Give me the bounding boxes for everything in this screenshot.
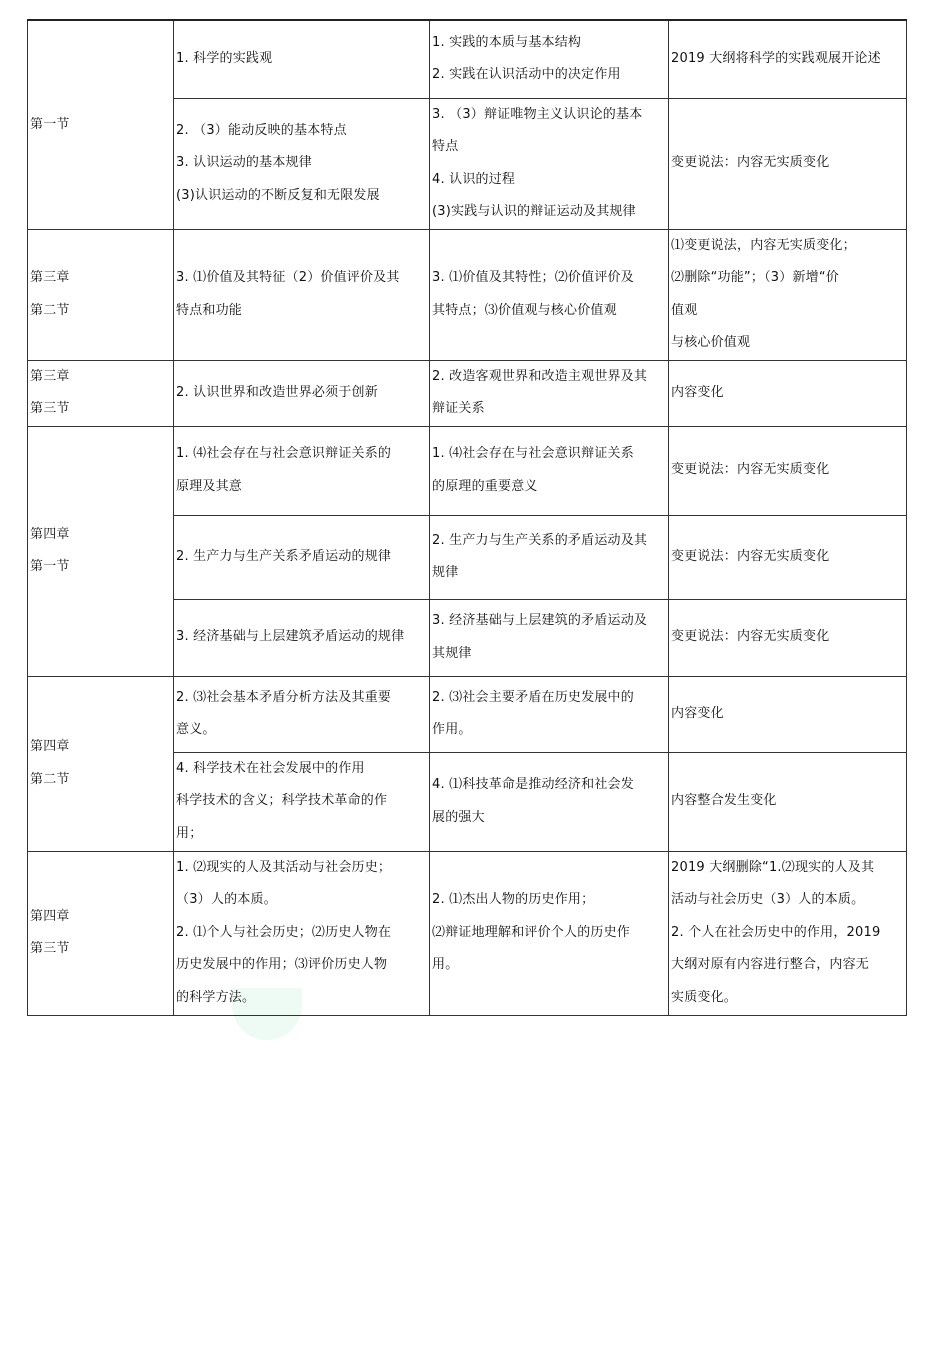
new-syllabus-cell-line: 其特点；⑶价值观与核心价值观 [432,302,617,318]
old-syllabus-cell-line: 原理及其意 [176,478,243,494]
change-note-cell [669,515,907,599]
old-syllabus-cell-line: 1. ⑷社会存在与社会意识辩证关系的 [176,446,392,461]
section-cell-line: 第三节 [30,941,70,956]
new-syllabus-cell-line: 用。 [432,957,459,973]
change-note-cell [669,20,907,98]
old-syllabus-cell-line: 历史发展中的作用；⑶评价历史人物 [176,957,388,973]
new-syllabus-cell [430,426,669,515]
new-syllabus-cell [430,752,669,851]
change-note-cell-line: 值观 [671,302,698,318]
new-syllabus-cell-line: 3. （3）辩证唯物主义认识论的基本 [432,106,643,122]
table-row [28,676,907,752]
old-syllabus-cell-line: 科学技术的含义；科学技术革命的作 [176,793,388,809]
change-note-cell [669,752,907,851]
new-syllabus-cell-line: 4. ⑴科技革命是推动经济和社会发 [432,777,634,792]
old-syllabus-cell-line: 2. 认识世界和改造世界必须于创新 [176,384,378,400]
table-row [28,851,907,1015]
change-note-cell-line: 内容整合发生变化 [671,793,777,809]
new-syllabus-cell-line: 4. 认识的过程 [432,171,516,187]
section-cell-line: 第四章 [30,526,70,542]
change-note-cell-line: 2. 个人在社会历史中的作用，2019 [671,924,881,940]
new-syllabus-cell-line: 2. 生产力与生产关系的矛盾运动及其 [432,532,648,548]
new-syllabus-cell-line: 展的强大 [432,809,485,825]
section-cell-line: 第一节 [30,116,70,132]
change-note-cell [669,360,907,426]
new-syllabus-cell [430,360,669,426]
change-note-cell-line: 活动与社会历史（3）人的本质。 [671,892,865,908]
change-note-cell-line: ⑵删除“功能”；（3）新增“价 [671,270,839,285]
new-syllabus-cell-line: 2. 改造客观世界和改造主观世界及其 [432,368,648,384]
new-syllabus-cell-line: 的原理的重要意义 [432,478,538,494]
old-syllabus-cell-line: 2. ⑴个人与社会历史；⑵历史人物在 [176,924,392,940]
old-syllabus-cell [174,515,430,599]
old-syllabus-cell [174,426,430,515]
old-syllabus-cell-line: (3)认识运动的不断反复和无限发展 [176,187,380,203]
new-syllabus-cell [430,599,669,676]
change-note-cell-line: 2019 大纲将科学的实践观展开论述 [671,51,881,66]
new-syllabus-cell-line: 2. 实践在认识活动中的决定作用 [432,67,621,83]
change-note-cell-line: 内容变化 [671,705,724,721]
section-cell [28,360,174,426]
new-syllabus-cell-line: 2. ⑶社会主要矛盾在历史发展中的 [432,689,634,705]
section-cell-line: 第二节 [30,302,70,318]
new-syllabus-cell-line: 作用。 [432,722,472,737]
change-note-cell-line: 变更说法：内容无实质变化 [671,629,830,645]
section-cell-line: 第三节 [30,401,70,416]
old-syllabus-cell [174,360,430,426]
old-syllabus-cell-line: 3. ⑴价值及其特征（2）价值评价及其 [176,270,400,285]
new-syllabus-cell-line: 1. ⑷社会存在与社会意识辩证关系 [432,446,634,461]
old-syllabus-cell [174,851,430,1015]
old-syllabus-cell-line: 1. ⑵现实的人及其活动与社会历史； [176,859,392,875]
section-cell-line: 第二节 [30,771,70,787]
new-syllabus-cell-line: 3. 经济基础与上层建筑的矛盾运动及 [432,613,648,628]
change-note-cell-line: 实质变化。 [671,989,738,1005]
change-note-cell-line: 变更说法：内容无实质变化 [671,155,830,171]
old-syllabus-cell [174,229,430,360]
new-syllabus-cell [430,98,669,229]
section-cell-line: 第一节 [30,559,70,574]
old-syllabus-cell-line: 4. 科学技术在社会发展中的作用 [176,760,365,776]
section-cell [28,426,174,676]
change-note-cell-line: 2019 大纲删除“1.⑵现实的人及其 [671,859,875,875]
change-note-cell [669,229,907,360]
old-syllabus-cell-line: （3）人的本质。 [176,892,277,908]
change-note-cell [669,426,907,515]
table-row [28,426,907,515]
table-row [28,229,907,360]
old-syllabus-cell-line: 2. （3）能动反映的基本特点 [176,122,347,138]
new-syllabus-cell-line: ⑵辩证地理解和评价个人的历史作 [432,924,631,940]
old-syllabus-cell-line: 3. 经济基础与上层建筑矛盾运动的规律 [176,629,405,645]
section-cell-line: 第三章 [30,270,70,285]
table-row [28,360,907,426]
change-note-cell-line: 大纲对原有内容进行整合，内容无 [671,957,870,973]
section-cell [28,676,174,851]
section-cell [28,851,174,1015]
new-syllabus-cell [430,676,669,752]
change-note-cell [669,98,907,229]
old-syllabus-cell [174,599,430,676]
section-cell-line: 第四章 [30,739,70,754]
old-syllabus-cell-line: 1. 科学的实践观 [176,51,273,66]
new-syllabus-cell-line: 辩证关系 [432,401,485,416]
change-note-cell-line: 变更说法：内容无实质变化 [671,462,830,478]
old-syllabus-cell-line: 3. 认识运动的基本规律 [176,155,312,171]
section-cell [28,229,174,360]
new-syllabus-cell [430,851,669,1015]
new-syllabus-cell [430,229,669,360]
section-cell-line: 第三章 [30,368,70,384]
old-syllabus-cell-line: 意义。 [176,722,216,737]
section-cell [28,20,174,229]
change-note-cell [669,851,907,1015]
old-syllabus-cell-line: 特点和功能 [176,302,243,318]
table-body [28,20,907,1015]
old-syllabus-cell-line: 的科学方法。 [176,989,256,1005]
change-note-cell-line: 变更说法：内容无实质变化 [671,548,830,564]
change-note-cell-line: 内容变化 [671,384,724,400]
section-cell-line: 第四章 [30,908,70,924]
change-note-cell [669,676,907,752]
old-syllabus-cell-line: 2. 生产力与生产关系矛盾运动的规律 [176,548,392,564]
new-syllabus-cell-line: 1. 实践的本质与基本结构 [432,34,582,50]
change-note-cell-line: ⑴变更说法，内容无实质变化； [671,237,856,253]
old-syllabus-cell [174,752,430,851]
change-note-cell-line: 与核心价值观 [671,335,751,350]
table-row [28,20,907,98]
new-syllabus-cell-line: (3)实践与认识的辩证运动及其规律 [432,204,636,219]
old-syllabus-cell [174,98,430,229]
syllabus-comparison-table [27,19,907,1016]
new-syllabus-cell [430,515,669,599]
old-syllabus-cell-line: 2. ⑶社会基本矛盾分析方法及其重要 [176,689,392,705]
change-note-cell [669,599,907,676]
new-syllabus-cell [430,20,669,98]
new-syllabus-cell-line: 规律 [432,565,459,580]
new-syllabus-cell-line: 特点 [432,139,459,154]
new-syllabus-cell-line: 2. ⑴杰出人物的历史作用； [432,892,595,908]
new-syllabus-cell-line: 其规律 [432,645,472,661]
old-syllabus-cell [174,20,430,98]
new-syllabus-cell-line: 3. ⑴价值及其特性；⑵价值评价及 [432,270,634,285]
old-syllabus-cell-line: 用； [176,825,203,841]
old-syllabus-cell [174,676,430,752]
